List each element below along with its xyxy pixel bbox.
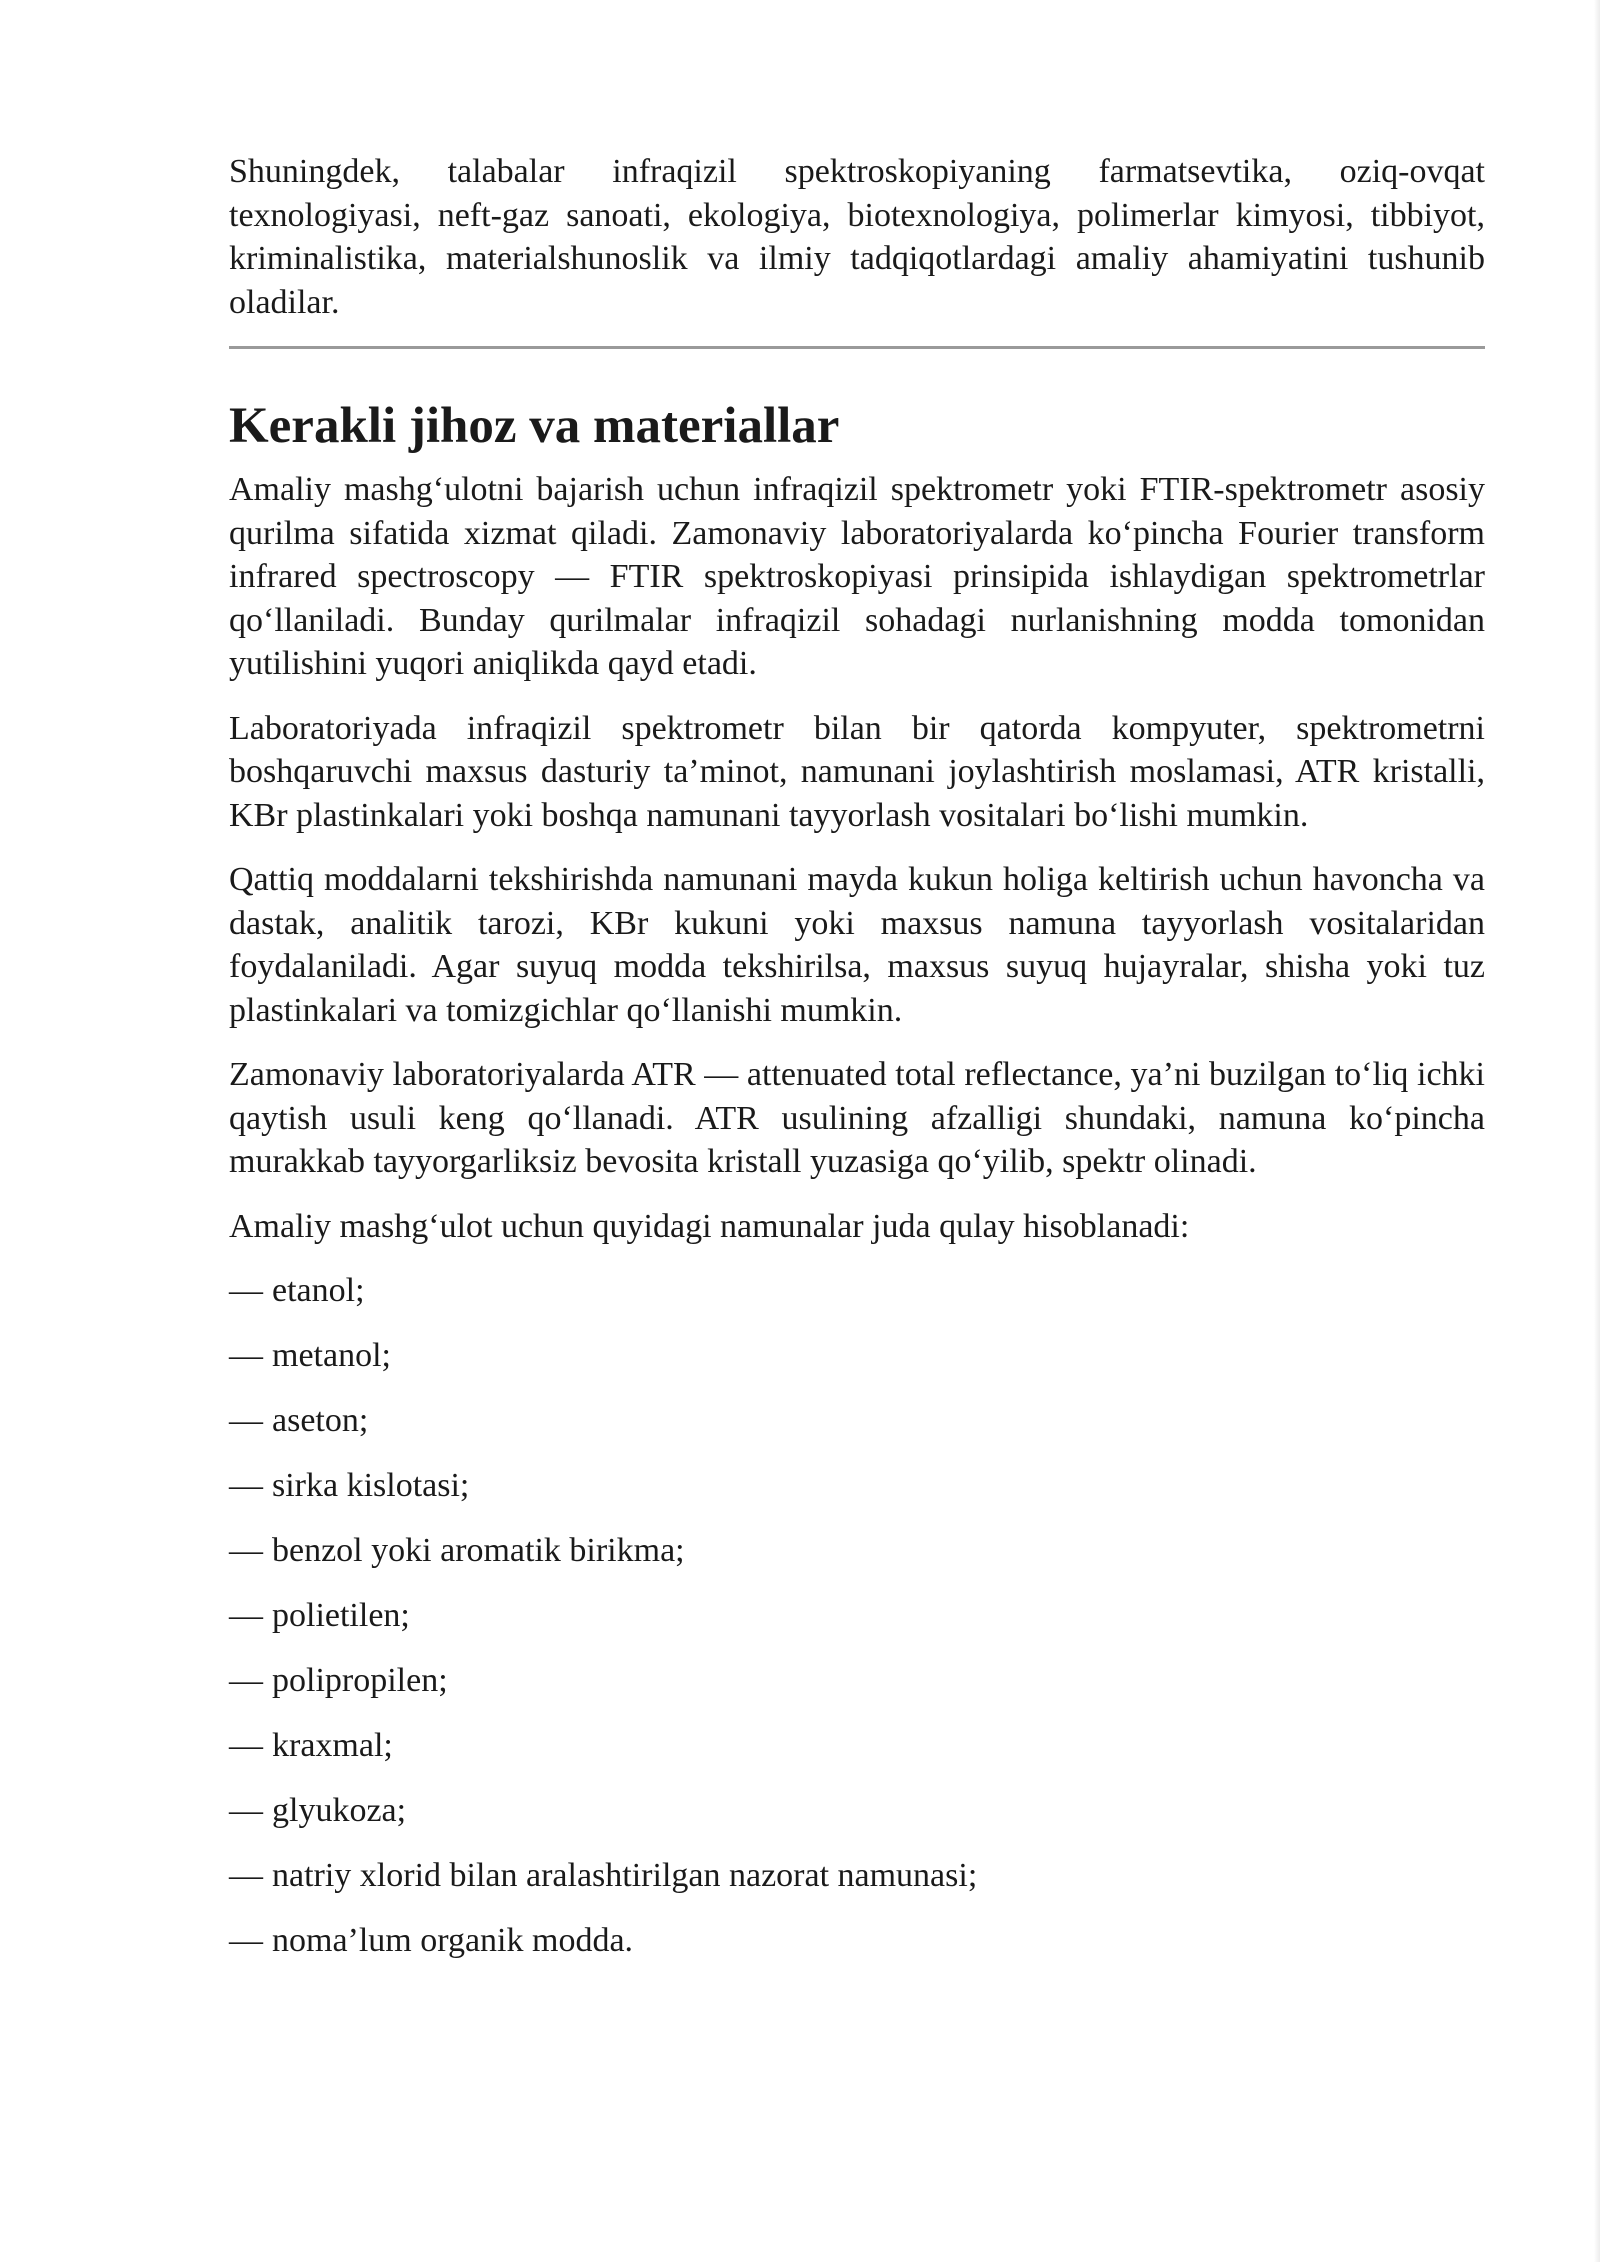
list-item-text: aseton; [272, 1402, 369, 1439]
list-item [229, 1334, 1485, 1378]
list-dash: — [229, 1467, 263, 1504]
section-divider [229, 346, 1485, 349]
list-dash: — [229, 1597, 263, 1634]
list-item [229, 1789, 1485, 1833]
list-item [229, 1594, 1485, 1638]
paragraph-samples-intro: Amaliy mashg‘ulot uchun quyidagi namunalar juda qulay hisoblanadi: [229, 1207, 1190, 1245]
list-dash: — [229, 1792, 263, 1829]
list-item [229, 1399, 1485, 1443]
list-dash: — [229, 1532, 263, 1569]
list-item [229, 1464, 1485, 1508]
list-item-text: etanol; [272, 1272, 365, 1309]
list-item [229, 1919, 1485, 1963]
paragraph-atr-method: Zamonaviy laboratoriyalarda ATR — attenuated total reflectance, ya’ni buzilgan to‘liq ichki qaytish usuli keng qo‘llanadi. ATR usulining afzalligi shundaki, namuna ko‘pincha murakkab tayyorgarliksiz bevosita kristall yuzasiga qo‘yilib, spektr olinadi. [229, 1056, 1485, 1180]
intro-paragraph: Shuningdek, talabalar infraqizil spektroskopiyaning farmatsevtika, oziq-ovqat texnologiyasi, neft-gaz sanoati, ekologiya, biotexnologiya, polimerlar kimyosi, tibbiyot, kriminalistika, materialshunoslik va ilmiy tadqiqotlardagi amaliy ahamiyatini tushunib oladilar. [229, 153, 1485, 321]
list-item-text: sirka kislotasi; [272, 1467, 470, 1504]
page-edge-shadow [1594, 0, 1600, 2262]
list-dash: — [229, 1857, 263, 1894]
list-item-text: polietilen; [272, 1597, 410, 1634]
section-heading: Kerakli jihoz va materiallar [229, 398, 840, 454]
list-item-text: benzol yoki aromatik birikma; [272, 1532, 685, 1569]
list-dash: — [229, 1272, 263, 1309]
list-item [229, 1659, 1485, 1703]
list-item [229, 1724, 1485, 1768]
list-item-text: noma’lum organik modda. [272, 1922, 634, 1959]
list-dash: — [229, 1922, 263, 1959]
list-item-text: glyukoza; [272, 1792, 407, 1829]
list-item [229, 1529, 1485, 1573]
document-page [229, 150, 1485, 1984]
paragraph-laboratory: Laboratoriyada infraqizil spektrometr bilan bir qatorda kompyuter, spektrometrni boshqaruvchi maxsus dasturiy ta’minot, namunani joylashtirish moslamasi, ATR kristalli, KBr plastinkalari yoki boshqa namunani tayyorlash vositalari bo‘lishi mumkin. [229, 709, 1485, 834]
samples-list [229, 1269, 1485, 1963]
list-item-text: kraxmal; [272, 1727, 393, 1764]
list-dash: — [229, 1337, 263, 1374]
paragraph-solid-samples: Qattiq moddalarni tekshirishda namunani mayda kukun holiga keltirish uchun havoncha va dastak, analitik tarozi, KBr kukuni yoki maxsus namuna tayyorlash vositalaridan foydalaniladi. Agar suyuq modda tekshirilsa, maxsus suyuq hujayralar, shisha yoki tuz plastinkalari va tomizgichlar qo‘llanishi mumkin. [229, 861, 1485, 1029]
list-dash: — [229, 1727, 263, 1764]
list-dash: — [229, 1662, 263, 1699]
list-item [229, 1269, 1485, 1313]
list-item-text: natriy xlorid bilan aralashtirilgan nazorat namunasi; [272, 1857, 978, 1894]
paragraph-equipment: Amaliy mashg‘ulotni bajarish uchun infraqizil spektrometr yoki FTIR-spektrometr asosiy qurilma sifatida xizmat qiladi. Zamonaviy laboratoriyalarda ko‘pincha Fourier transform infrared spectroscopy — FTIR spektroskopiyasi prinsipida ishlaydigan spektrometrlar qo‘llaniladi. Bunday qurilmalar infraqizil sohadagi nurlanishning modda tomonidan yutilishini yuqori aniqlikda qayd etadi. [229, 471, 1485, 682]
list-dash: — [229, 1402, 263, 1439]
list-item-text: polipropilen; [272, 1662, 448, 1699]
list-item [229, 1854, 1485, 1898]
list-item-text: metanol; [272, 1337, 391, 1374]
